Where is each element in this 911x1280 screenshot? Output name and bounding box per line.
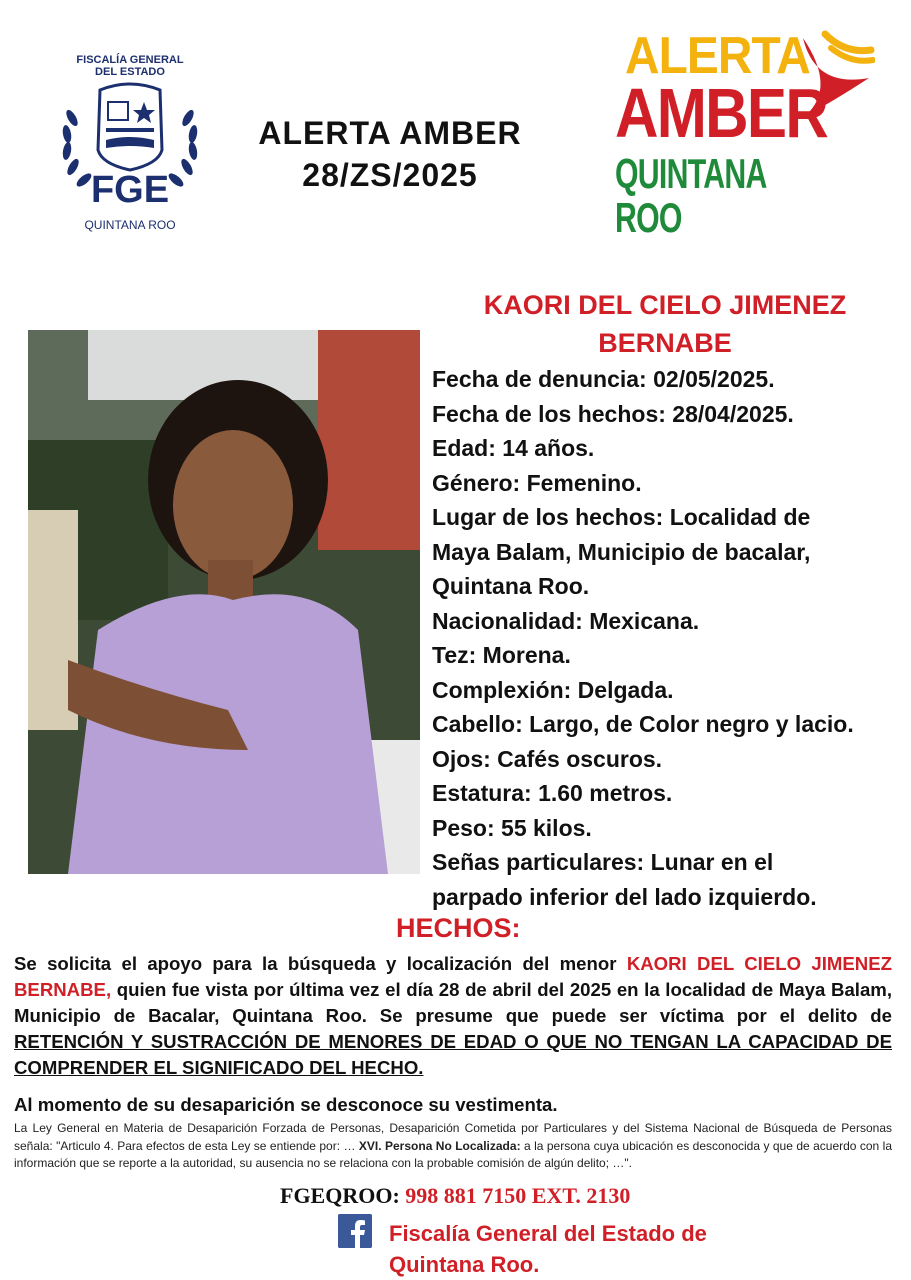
person-details xyxy=(432,362,902,914)
alert-title xyxy=(235,112,545,196)
detail-row: Ojos: Cafés oscuros. xyxy=(432,745,663,772)
detail-row: Cabello: Largo, de Color negro y lacio. xyxy=(432,711,854,737)
fge-emblem xyxy=(58,78,202,208)
missing-person-photo xyxy=(28,330,420,874)
detail-row: parpado inferior del lado izquierdo. xyxy=(432,883,817,910)
person-name: KAORI DEL CIELO JIMENEZ BERNABE xyxy=(483,290,847,358)
hechos-person-name: KAORI DEL CIELO JIMENEZ BERNABE, xyxy=(14,953,892,1000)
detail-row: Fecha de los hechos: 28/04/2025. xyxy=(432,400,794,427)
hechos-text: Se solicita el apoyo para la búsqueda y localización del menor xyxy=(14,953,627,974)
fge-acronym: FGE xyxy=(90,169,170,208)
amber-logo-quintana-roo: QUINTANA ROO xyxy=(615,150,766,241)
facebook-icon[interactable] xyxy=(338,1214,372,1248)
detail-row: Quintana Roo. xyxy=(432,573,590,599)
detail-row: Fecha de denuncia: 02/05/2025. xyxy=(432,366,775,392)
detail-row: Maya Balam, Municipio de bacalar, xyxy=(432,538,811,565)
facebook-page-link[interactable]: Fiscalía General del Estado de Quintana Roo. xyxy=(389,1221,707,1277)
detail-row: Peso: 55 kilos. xyxy=(432,814,592,841)
detail-row: Edad: 14 años. xyxy=(432,435,595,461)
detail-row: Nacionalidad: Mexicana. xyxy=(432,607,700,634)
hechos-paragraph xyxy=(14,951,892,1081)
contact-line xyxy=(280,1183,630,1209)
amber-logo-amber: AMBER xyxy=(615,74,828,152)
contact-phone[interactable]: 998 881 7150 EXT. 2130 xyxy=(399,1183,631,1208)
alerta-amber-logo xyxy=(615,27,875,241)
fge-logo-bottom-text: QUINTANA ROO xyxy=(84,218,176,232)
legal-note: La Ley General en Materia de Desaparición Forzada de Personas, Desaparición Cometida por Particulares y del Sistema Nacional de Búsqueda de Personas señala: "Articulo 4. Para efectos de esta Ley se entiende por: … XVI. Persona No Localizada: a la persona cuya ubicación es desconocida y que de acuerdo con la información que se reporte a la autoridad, su ausencia no se relaciona con la probable comisión de algún delito; …". xyxy=(14,1121,893,1170)
vestimenta-note: Al momento de su desaparición se desconoce su vestimenta. xyxy=(14,1094,558,1115)
amber-logo-alerta: ALERTA xyxy=(625,27,810,85)
fge-logo xyxy=(40,50,220,240)
detail-row: Lugar de los hechos: Localidad de xyxy=(432,504,811,530)
alert-number: 28/ZS/2025 xyxy=(302,157,478,193)
hechos-heading: HECHOS: xyxy=(396,913,521,943)
detail-row: Tez: Morena. xyxy=(432,642,571,668)
detail-row: Señas particulares: Lunar en el xyxy=(432,849,774,875)
detail-row: Complexión: Delgada. xyxy=(432,676,674,703)
legal-term: XVI. Persona No Localizada: xyxy=(358,1138,521,1153)
hechos-text: quien fue vista por última vez el día 28 de abril del 2025 en la localidad de Maya Balam, Municipio de Bacalar, Quintana Roo. Se presume que puede ser víctima por el delito de xyxy=(14,979,892,1026)
fge-logo-top-text: FISCALÍA GENERAL DEL ESTADO xyxy=(76,54,184,78)
detail-row: Estatura: 1.60 metros. xyxy=(432,780,673,806)
alert-title-line1: ALERTA AMBER xyxy=(258,115,522,151)
detail-row: Género: Femenino. xyxy=(432,469,642,496)
contact-label: FGEQROO: xyxy=(280,1183,400,1208)
hechos-crime: RETENCIÓN Y SUSTRACCIÓN DE MENORES DE EDAD O QUE NO TENGAN LA CAPACIDAD DE COMPRENDER EL SIGNIFICADO DEL HECHO. xyxy=(14,1031,892,1078)
